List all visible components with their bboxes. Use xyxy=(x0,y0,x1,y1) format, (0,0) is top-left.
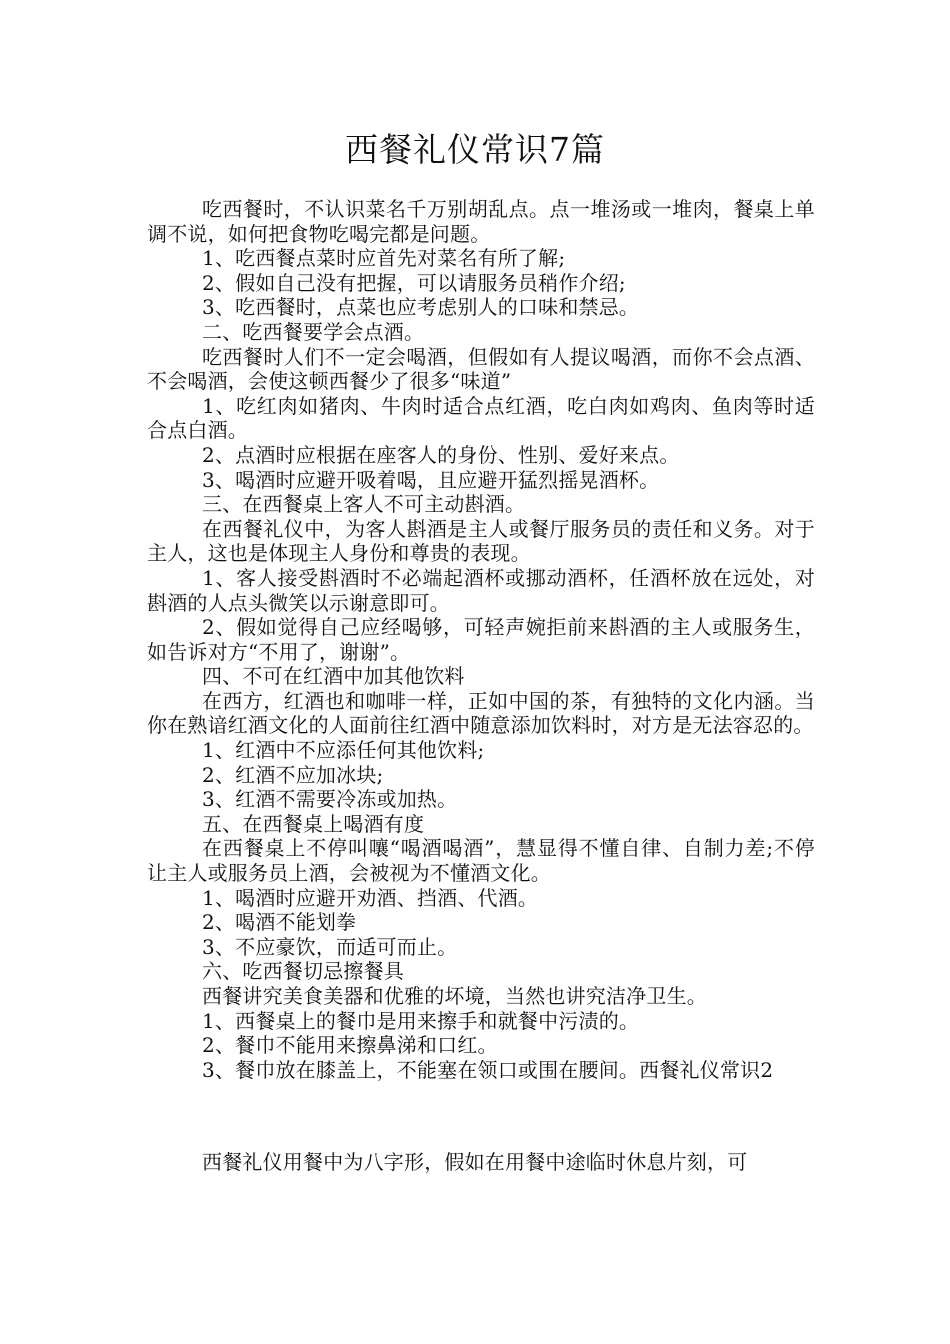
paragraph: 2、餐巾不能用来擦鼻涕和口红。 xyxy=(202,1033,498,1058)
paragraph: 3、餐巾放在膝盖上，不能塞在领口或围在腰间。西餐礼仪常识2 xyxy=(202,1057,774,1082)
paragraph: 在西餐礼仪中，为客人斟酒是主人或餐厅服务员的责任和义务。对于主人，这也是体现主人身份和尊贵的表现。 xyxy=(147,516,815,566)
section-heading: 三、在西餐桌上客人不可主动斟酒。 xyxy=(202,492,526,517)
paragraph: 1、客人接受斟酒时不必端起酒杯或挪动酒杯，任酒杯放在远处，对斟酒的人点头微笑以示谢意即可。 xyxy=(147,565,815,615)
paragraph: 2、喝酒不能划拳 xyxy=(202,910,357,935)
document-body xyxy=(147,197,815,1175)
paragraph: 3、吃西餐时，点菜也应考虑别人的口味和禁忌。 xyxy=(202,295,640,320)
paragraph: 2、点酒时应根据在座客人的身份、性别、爱好来点。 xyxy=(202,442,680,467)
paragraph: 在西方，红酒也和咖啡一样，正如中国的茶，有独特的文化内涵。当你在熟谙红酒文化的人面前往红酒中随意添加饮料时，对方是无法容忍的。 xyxy=(147,688,815,738)
paragraph-gap xyxy=(147,1082,815,1150)
paragraph: 西餐讲究美食美器和优雅的坏境，当然也讲究洁净卫生。 xyxy=(202,984,707,1008)
paragraph: 1、吃红肉如猪肉、牛肉时适合点红酒，吃白肉如鸡肉、鱼肉等时适合点白酒。 xyxy=(147,393,815,443)
paragraph: 1、喝酒时应避开劝酒、挡酒、代酒。 xyxy=(202,885,539,910)
paragraph: 1、吃西餐点菜时应首先对菜名有所了解; xyxy=(202,246,566,271)
paragraph: 2、假如自己没有把握，可以请服务员稍作介绍; xyxy=(202,270,626,295)
section-heading: 六、吃西餐切忌擦餐具 xyxy=(202,959,404,984)
paragraph: 西餐礼仪用餐中为八字形，假如在用餐中途临时休息片刻，可 xyxy=(202,1150,748,1175)
document-title: 西餐礼仪常识7篇 xyxy=(345,130,605,169)
paragraph: 在西餐桌上不停叫嚷“喝酒喝酒”，慧显得不懂自律、自制力差;不停让主人或服务员上酒，会被视为不懂酒文化。 xyxy=(147,836,815,886)
section-heading: 二、吃西餐要学会点酒。 xyxy=(202,319,425,344)
paragraph: 吃西餐时，不认识菜名千万别胡乱点。点一堆汤或一堆肉，餐桌上单调不说，如何把食物吃喝完都是问题。 xyxy=(147,197,815,246)
section-heading: 四、不可在红酒中加其他饮料 xyxy=(202,664,465,689)
paragraph: 3、喝酒时应避开吸着喝，且应避开猛烈摇晃酒杯。 xyxy=(202,467,660,492)
paragraph: 1、红酒中不应添任何其他饮料; xyxy=(202,738,485,763)
paragraph: 1、西餐桌上的餐巾是用来擦手和就餐中污渍的。 xyxy=(202,1008,640,1033)
paragraph: 3、红酒不需要冷冻或加热。 xyxy=(202,787,458,812)
paragraph: 2、假如觉得自己应经喝够，可轻声婉拒前来斟酒的主人或服务生，如告诉对方“不用了，谢谢”。 xyxy=(147,615,815,664)
paragraph: 2、红酒不应加冰块; xyxy=(202,762,384,787)
paragraph: 吃西餐时人们不一定会喝酒，但假如有人提议喝酒，而你不会点酒、不会喝酒，会使这顿西餐少了很多“味道” xyxy=(147,344,815,394)
section-heading: 五、在西餐桌上喝酒有度 xyxy=(202,811,425,836)
paragraph: 3、不应豪饮，而适可而止。 xyxy=(202,934,458,959)
